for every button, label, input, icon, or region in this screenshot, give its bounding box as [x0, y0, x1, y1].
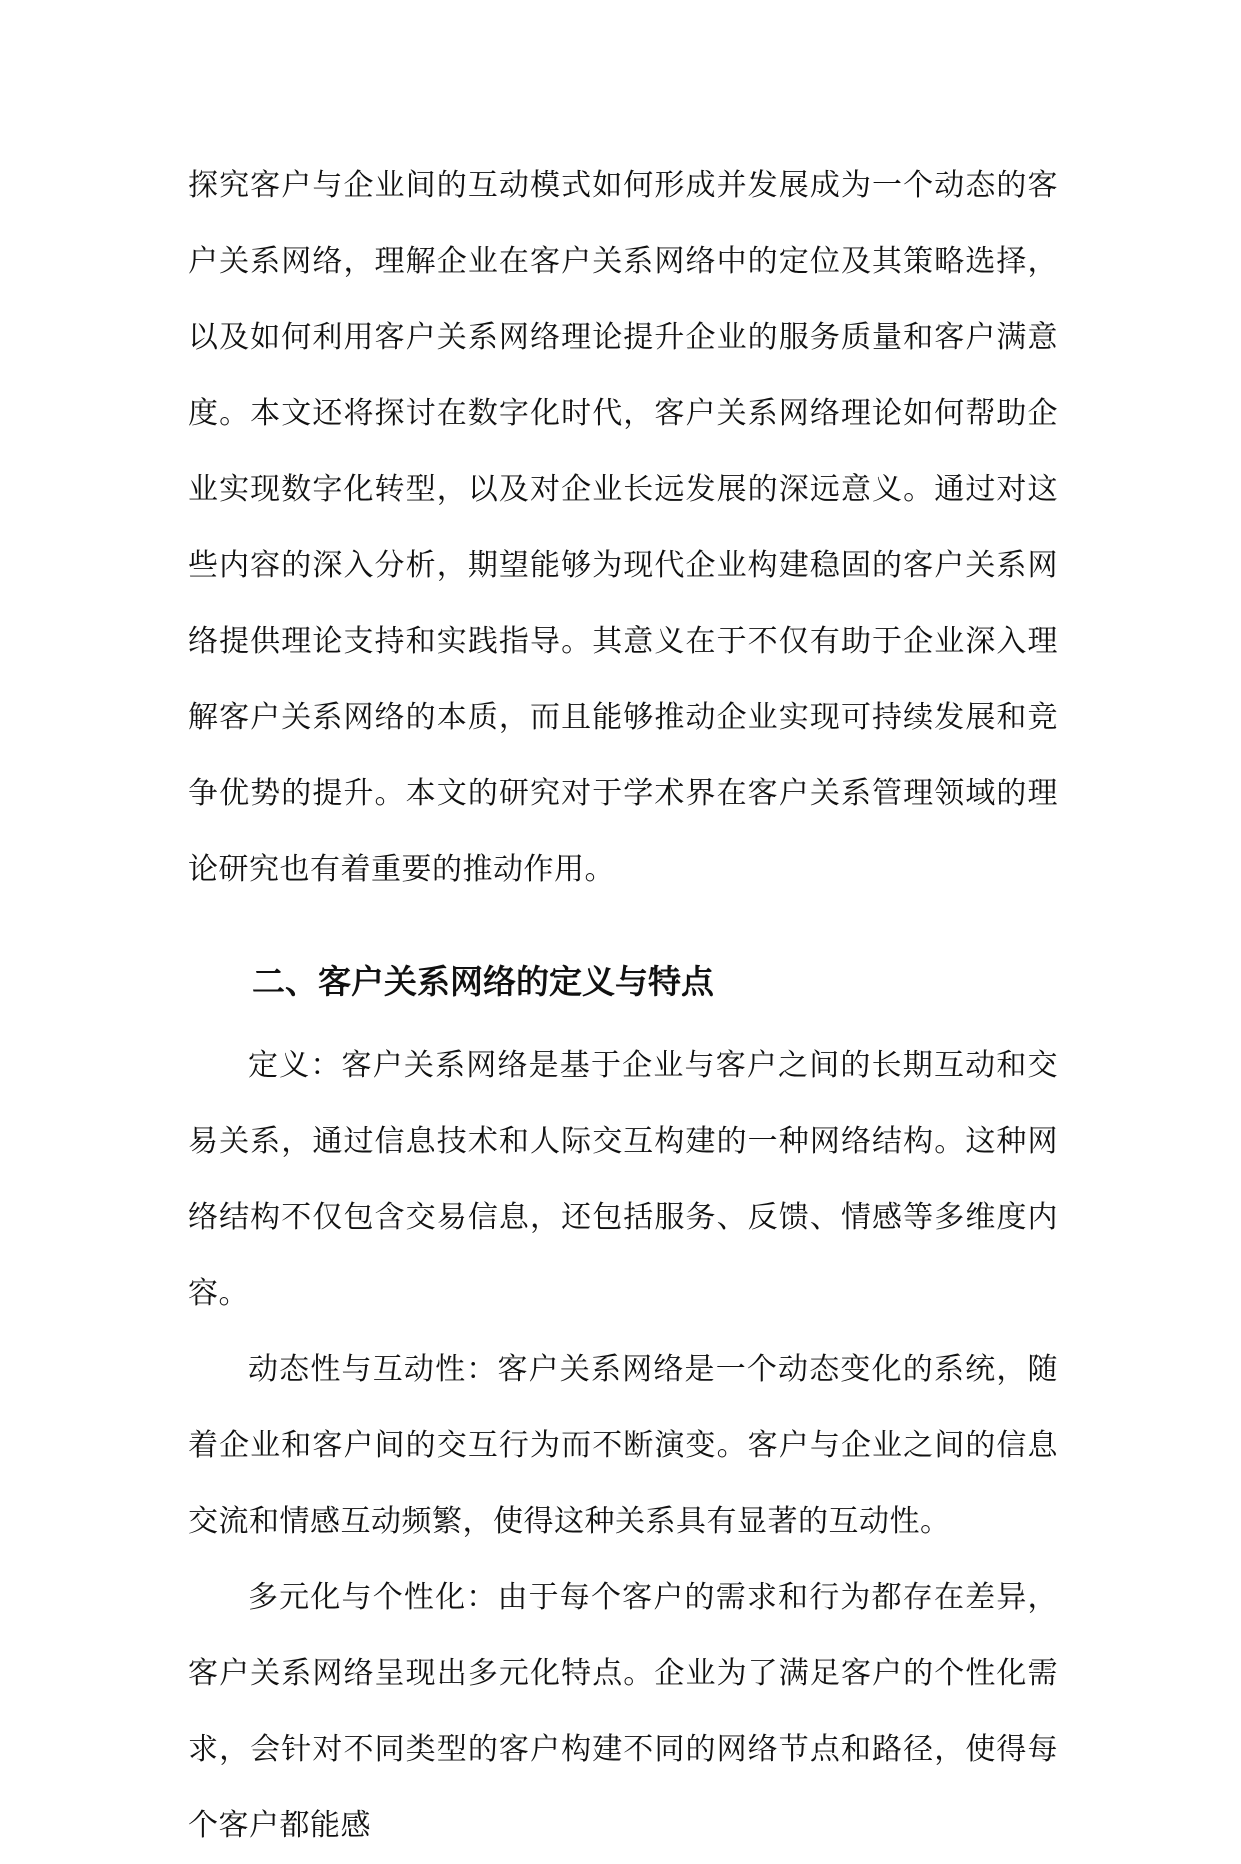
diverse-personalized-paragraph: 多元化与个性化：由于每个客户的需求和行为都存在差异，客户关系网络呈现出多元化特点。企业为了满足客户的个性化需求，会针对不同类型的客户构建不同的网络节点和路径，使得每个客户都能感	[188, 1580, 1058, 1843]
document-body	[188, 148, 1058, 1864]
definition-paragraph: 定义：客户关系网络是基于企业与客户之间的长期互动和交易关系，通过信息技术和人际交互构建的一种网络结构。这种网络结构不仅包含交易信息，还包括服务、反馈、情感等多维度内容。	[188, 1048, 1058, 1311]
dynamic-interactive-paragraph: 动态性与互动性：客户关系网络是一个动态变化的系统，随着企业和客户间的交互行为而不断演变。客户与企业之间的信息交流和情感互动频繁，使得这种关系具有显著的互动性。	[188, 1352, 1058, 1539]
intro-paragraph: 探究客户与企业间的互动模式如何形成并发展成为一个动态的客户关系网络，理解企业在客户关系网络中的定位及其策略选择，以及如何利用客户关系网络理论提升企业的服务质量和客户满意度。本文还将探讨在数字化时代，客户关系网络理论如何帮助企业实现数字化转型，以及对企业长远发展的深远意义。通过对这些内容的深入分析，期望能够为现代企业构建稳固的客户关系网络提供理论支持和实践指导。其意义在于不仅有助于企业深入理解客户关系网络的本质，而且能够推动企业实现可持续发展和竞争优势的提升。本文的研究对于学术界在客户关系管理领域的理论研究也有着重要的推动作用。	[188, 168, 1058, 887]
section-heading: 二、客户关系网络的定义与特点	[252, 962, 714, 1001]
